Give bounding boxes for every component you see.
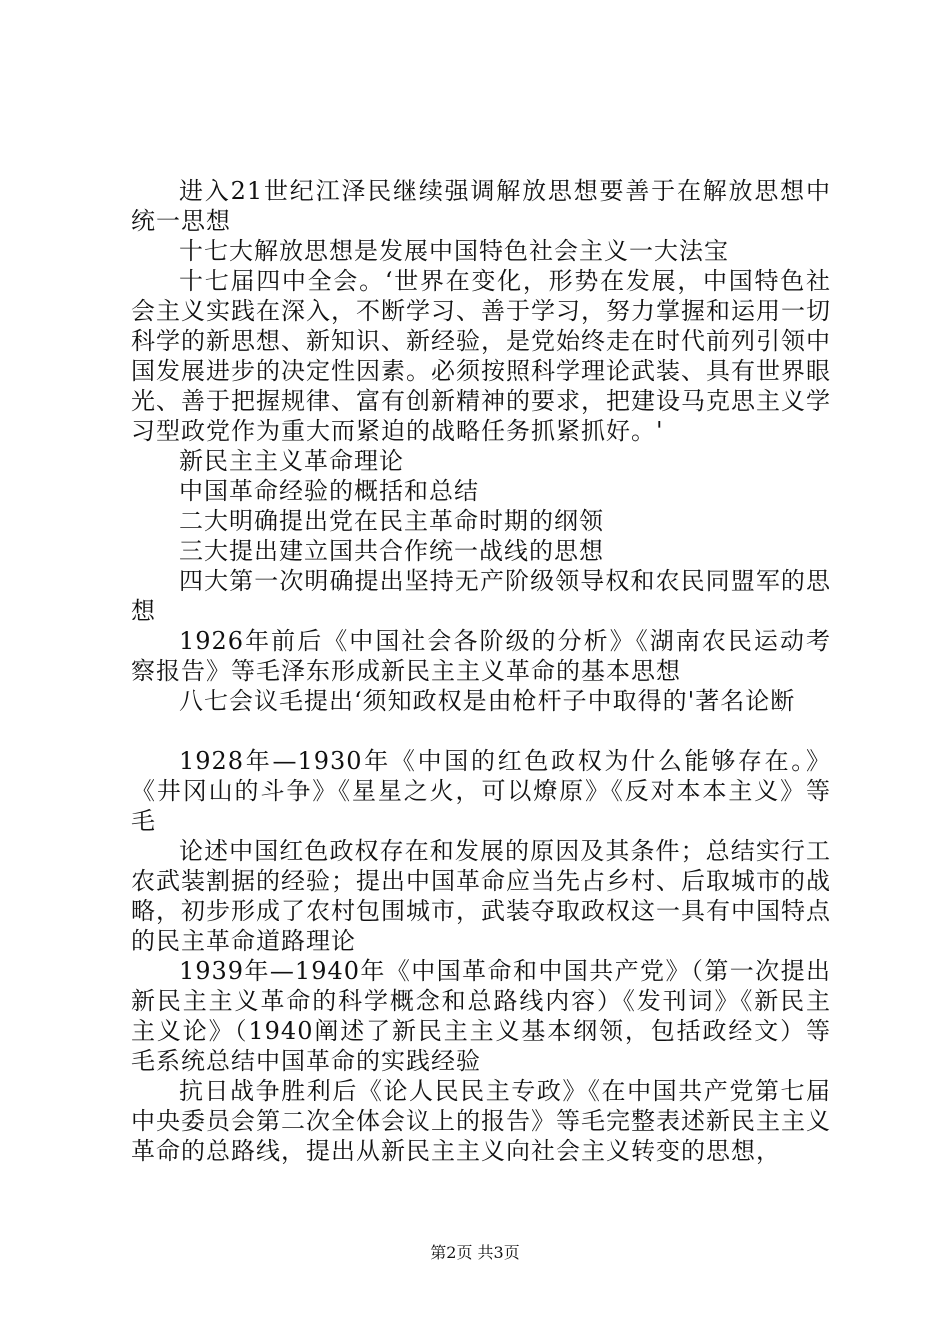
paragraph-2: 十七大解放思想是发展中国特色社会主义一大法宝 (179, 237, 729, 265)
paragraph-11: 1928年—1930年《中国的红色政权为什么能够存在。》《井冈山的斗争》《星星之火，可以燎原》《反对本本主义》等毛 (131, 747, 831, 835)
paragraph-4: 新民主主义革命理论 (179, 447, 404, 475)
paragraph-13: 1939年—1940年《中国革命和中国共产党》（第一次提出新民主主义革命的科学概念和总路线内容）《发刊词》《新民主主义论》（1940阐述了新民主主义基本纲领，包括政经文）等毛系统总结中国革命的实践经验 (131, 957, 831, 1075)
paragraph-10: 八七会议毛提出‘须知政权是由枪杆子中取得的'著名论断 (179, 687, 796, 715)
paragraph-9: 1926年前后《中国社会各阶级的分析》《湖南农民运动考察报告》等毛泽东形成新民主主义革命的基本思想 (131, 627, 831, 685)
paragraph-6: 二大明确提出党在民主革命时期的纲领 (179, 507, 604, 535)
paragraph-7: 三大提出建立国共合作统一战线的思想 (179, 537, 604, 565)
paragraph-8: 四大第一次明确提出坚持无产阶级领导权和农民同盟军的思想 (131, 567, 831, 625)
paragraph-1: 进入21世纪江泽民继续强调解放思想要善于在解放思想中统一思想 (131, 177, 831, 235)
paragraph-14: 抗日战争胜利后《论人民民主专政》《在中国共产党第七届中央委员会第二次全体会议上的报告》等毛完整表述新民主主义革命的总路线，提出从新民主主义向社会主义转变的思想， (131, 1077, 831, 1165)
paragraph-12: 论述中国红色政权存在和发展的原因及其条件；总结实行工农武装割据的经验；提出中国革命应当先占乡村、后取城市的战略，初步形成了农村包围城市，武装夺取政权这一具有中国特点的民主革命道路理论 (131, 837, 831, 955)
document-body (131, 176, 831, 1166)
page-footer: 第2页 共3页 (430, 1243, 520, 1262)
paragraph-3: 十七届四中全会。‘世界在变化，形势在发展，中国特色社会主义实践在深入，不断学习、善于学习，努力掌握和运用一切科学的新思想、新知识、新经验，是党始终走在时代前列引领中国发展进步的决定性因素。必须按照科学理论武装、具有世界眼光、善于把握规律、富有创新精神的要求，把建设马克思主义学习型政党作为重大而紧迫的战略任务抓紧抓好。' (131, 267, 831, 445)
paragraph-5: 中国革命经验的概括和总结 (179, 477, 479, 505)
